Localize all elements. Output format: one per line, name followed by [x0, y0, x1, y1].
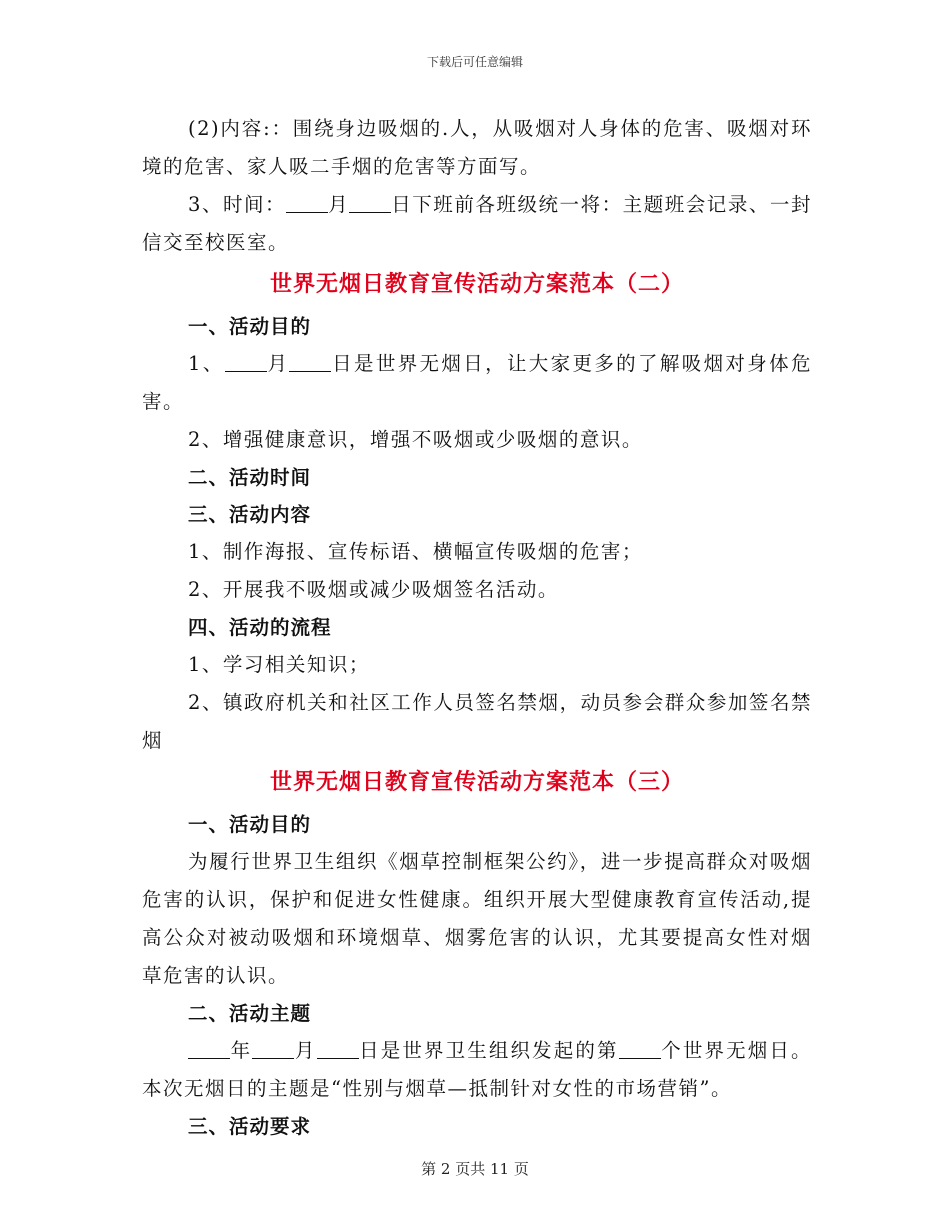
intro-time-paragraph — [142, 186, 812, 262]
section3-heading-purpose: 一、活动目的 — [188, 813, 312, 836]
section2-content-1: 1、制作海报、宣传标语、横幅宣传吸烟的危害； — [188, 540, 643, 563]
section-title-3: 世界无烟日教育宣传活动方案范本（三） — [269, 769, 684, 795]
blank-day — [289, 349, 331, 372]
page-footer: 第 2 页共 11 页 — [421, 1160, 529, 1178]
item1-month-label: 月 — [266, 352, 290, 375]
time-month-label: 月 — [328, 193, 350, 216]
item1-prefix: 1、 — [188, 352, 225, 375]
time-prefix: 3、时间： — [188, 193, 287, 216]
page-header: 下载后可任意编辑 — [426, 55, 523, 69]
section3-heading-theme: 二、活动主题 — [188, 1002, 312, 1025]
blank-day — [317, 1036, 359, 1059]
section2-content-2: 2、开展我不吸烟或减少吸烟签名活动。 — [188, 578, 559, 601]
item1-suffix: 日是世界无烟日，让大家更多的了解吸烟对身体危害。 — [142, 352, 812, 413]
blank-day — [349, 190, 391, 213]
theme-end-text: 个世界无烟日。本次无烟日的主题是“性别与烟草—抵制针对女性的市场营销”。 — [142, 1039, 812, 1100]
blank-year — [188, 1036, 230, 1059]
theme-year-label: 年 — [230, 1039, 253, 1062]
section2-item-2: 2、增强健康意识，增强不吸烟或少吸烟的意识。 — [188, 428, 643, 451]
theme-day-text: 日是世界卫生组织发起的第 — [358, 1039, 619, 1062]
section3-purpose-paragraph: 为履行世界卫生组织《烟草控制框架公约》，进一步提高群众对吸烟危害的认识，保护和促进女性健康。组织开展大型健康教育宣传活动,提高公众对被动吸烟和环境烟草、烟雾危害的认识，尤其要提高女性对烟草危害的认识。 — [142, 850, 812, 987]
section2-heading-time: 二、活动时间 — [188, 466, 312, 489]
section2-item-1 — [142, 345, 812, 421]
section2-flow-2: 2、镇政府机关和社区工作人员签名禁烟，动员参会群众参加签名禁烟 — [142, 691, 812, 752]
blank-month — [286, 190, 328, 213]
blank-ordinal — [619, 1036, 661, 1059]
section3-heading-requirements: 三、活动要求 — [188, 1115, 312, 1138]
section2-heading-purpose: 一、活动目的 — [188, 315, 312, 338]
intro-content-paragraph: (2)内容:：围绕身边吸烟的.人，从吸烟对人身体的危害、吸烟对环境的危害、家人吸二手烟的危害等方面写。 — [142, 117, 812, 178]
section3-theme-paragraph — [142, 1032, 812, 1108]
section-title-2: 世界无烟日教育宣传活动方案范本（二） — [269, 271, 684, 297]
blank-month — [252, 1036, 294, 1059]
time-suffix: 日下班前各班级统一将：主题班会记录、一封信交至校医室。 — [142, 193, 812, 254]
blank-month — [225, 349, 267, 372]
section2-heading-content: 三、活动内容 — [188, 503, 312, 526]
theme-month-label: 月 — [294, 1039, 317, 1062]
section2-flow-1: 1、学习相关知识； — [188, 653, 370, 676]
section2-heading-flow: 四、活动的流程 — [188, 616, 332, 639]
document-body — [142, 110, 812, 1145]
